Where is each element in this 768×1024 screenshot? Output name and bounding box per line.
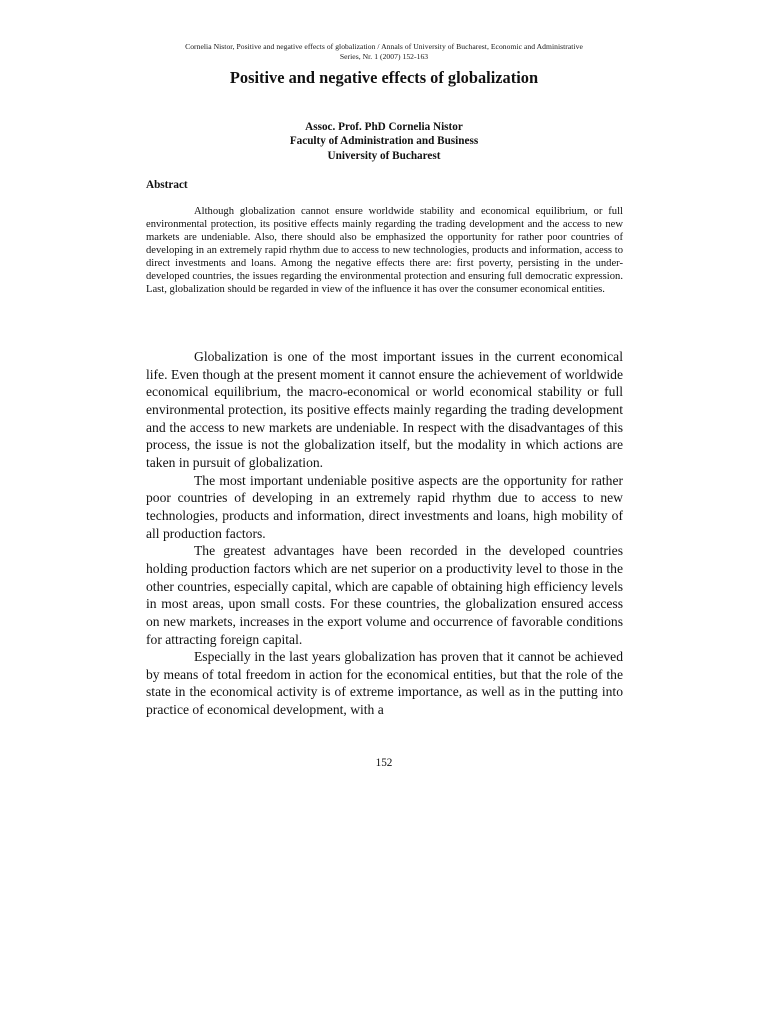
body-paragraph-2: The most important undeniable positive aspects are the opportunity for rather poor countries of developing in an extremely rapid rhythm due to access to new technologies, products and information, direct investments and loans, high mobility of all production factors. — [146, 472, 623, 541]
running-header-line-2: Series, Nr. 1 (2007) 152-163 — [339, 52, 429, 61]
body-paragraph-3: The greatest advantages have been recorded in the developed countries holding production factors which are net superior on a productivity level to those in the other countries, especially capital, which are capable of obtaining high efficiency levels in most areas, upon small costs. For these countries, the globalization ensured access on new markets, increases in the export volume and occurrence of favorable conditions for attracting foreign capital. — [146, 543, 623, 647]
body-paragraph-1: Globalization is one of the most important issues in the current economical life. Even though at the present moment it cannot ensure the achievement of worldwide economical equilibrium, the macro-economical or world economical stability or full environmental protection, its positive effects mainly regarding the trading development and the access to new markets are undeniable. In respect with the disadvantages of this process, the issue is not the globalization itself, but the modality in which actions are taken in pursuit of globalization. — [146, 349, 623, 470]
body-paragraph-4: Especially in the last years globalization has proven that it cannot be achieved by means of total freedom in action for the economical entities, but that the role of the state in the economical activity is of extreme importance, as well as in the putting into practice of economical development, with a — [146, 649, 623, 718]
abstract-heading: Abstract — [146, 179, 188, 191]
running-header-line-1: Cornelia Nistor, Positive and negative effects of globalization / Annals of University of Bucharest, Economic and Administrative — [185, 42, 583, 51]
author-faculty: Faculty of Administration and Business — [289, 135, 479, 148]
running-header — [140, 42, 628, 62]
main-body-text — [146, 348, 623, 719]
author-name: Assoc. Prof. PhD Cornelia Nistor — [305, 121, 463, 133]
page-number: 152 — [375, 757, 393, 769]
abstract-body — [146, 205, 623, 296]
author-block — [150, 120, 618, 163]
author-university: University of Bucharest — [327, 149, 441, 162]
paper-title: Positive and negative effects of globalization — [229, 68, 539, 87]
abstract-paragraph: Although globalization cannot ensure worldwide stability and economical equilibrium, or full environmental protection, its positive effects mainly regarding the trading development and the access to new markets are undeniable. Also, there should also be emphasized the opportunity for rather poor countries of developing in an extremely rapid rhythm due to access to new technologies, products and information, access to direct investments and loans. Among the negative effects there are: first poverty, persisting in the under-developed countries, the issues regarding the environmental protection and ensuring full democratic expression. Last, globalization should be regarded in view of the influence it has over the consumer economical entities. — [146, 206, 623, 296]
